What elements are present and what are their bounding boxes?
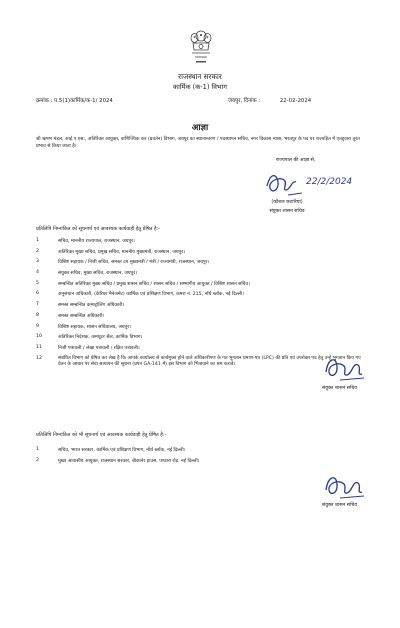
copy-list-1-intro: प्रतिलिपि निम्नांकित को सूचनार्थ एवं आवश्यक कार्यवाही हेतु प्रेषित है:- — [36, 226, 160, 232]
signature-1-handwriting — [262, 166, 372, 200]
list-item: 7 समस्त सम्बन्धित कम्पट्रोलिंग अधिकारी। — [36, 302, 125, 309]
copy-list-1 — [36, 238, 370, 380]
list-item: 2 अतिरिक्त मुख्य सचिव, प्रमुख सचिव, माननीय मुख्यमंत्री, राजस्थान, जयपुर। — [36, 248, 185, 255]
order-text: श्री ऋषभ मंडल, आई.ए.एस., अतिरिक्त आयुक्त, वाणिज्यिक कर (प्रवर्तन) विभाग, जयपुर का स्थानान्तरण / पदस्थापन सचिव, नगर विकास न्यास, भरतपुर के पद पर राज्यहित में एतद्द्वारा तुरंत प्रभाव से किया जाता है। — [36, 137, 360, 149]
place-date — [228, 96, 311, 104]
handwritten-date: 22/2/2024 — [306, 177, 353, 187]
signatory-name: (कौशल कटारिया) — [271, 200, 303, 205]
list-item: 8 समस्त सम्बन्धित अधिकारी। — [36, 312, 105, 319]
signature-3-handwriting — [322, 470, 382, 502]
list-item: 1 सचिव, माननीय राज्यपाल, राजस्थान, जयपुर। — [36, 238, 135, 244]
state-emblem-icon — [186, 28, 216, 68]
order-number: क्रमांक : प.5(1)कार्मिक/क-1/ 2024 — [36, 98, 113, 104]
signatory-designation-2: संयुक्त शासन सचिव — [322, 386, 357, 391]
list-item: 4 संयुक्त सचिव, मुख्य सचिव, राजस्थान, जयपुर। — [36, 270, 137, 277]
list-item: 10 अतिरिक्त निदेशक, कम्प्यूटर सैल, कार्मिक विभाग। — [36, 334, 143, 341]
document-title: आज्ञा — [191, 123, 209, 133]
signature-2-handwriting — [322, 352, 382, 384]
list-item: 9 विशिष्ट सहायक, शासन सचिवालय, जयपुर। — [36, 323, 131, 330]
signatory-designation: संयुक्त शासन सचिव — [269, 209, 305, 214]
place-date-label: जयपुर, दिनांक : — [228, 98, 261, 104]
list-item: 6 अनुसंधान अधिकारी, (केरियर मैनेजमेंट) कार्मिक एवं प्रशिक्षण विभाग, कमरा नं. 215, नॉर्थ ब्लॉक, नई दिल्ली। — [36, 291, 244, 298]
department-name: कार्मिक (क-1) विभाग — [173, 83, 227, 91]
copy-list-2-intro: प्रतिलिपि निम्नांकित को भी सूचनार्थ एवं आवश्यक कार्यवाही हेतु प्रेषित है:- — [36, 432, 167, 438]
signatory-designation-3: संयुक्त शासन सचिव — [322, 503, 357, 508]
by-order-text: राज्यपाल की आज्ञा से, — [276, 158, 316, 163]
list-item: 1 सचिव, भारत सरकार, कार्मिक एवं प्रशिक्षण विभाग, नॉर्थ ब्लॉक, नई दिल्ली। — [36, 447, 186, 453]
list-item: 11 निजी पत्रावली / लेखा पत्रावली / रक्षित पत्रावली। — [36, 344, 140, 351]
order-date: 22-02-2024 — [279, 98, 312, 104]
government-name: राजस्थान सरकार — [178, 72, 222, 81]
list-item: 5 सम्बन्धित अतिरिक्त मुख्य सचिव / प्रमुख शासन सचिव / शासन सचिव / सम्भागीय आयुक्त / विशिष्ट शासन सचिव। — [36, 280, 250, 287]
list-item: 12 संबंधित विभाग को प्रेषित कर लेख है कि आपके कार्यालय से कार्यमुक्त होने वाले अधिकारीगण के गत भुगतान प्रमाण-पत्र (LPC) की प्रति एवं उपरोक्त पद हेतु उन्हें भुगतान किए गए वेतन के आधार पर सेवा सत्यापन की सूचना (प्रपत्र GA-141 में) इस विभाग को भिजवाने का श्रम करावें। — [36, 355, 361, 368]
list-item: 3 विशिष्ट सहायक / निजी सचिव, समस्त उप मुख्यमंत्री / मंत्री / राज्यमंत्री, राजस्थान, जयपुर। — [36, 259, 210, 266]
copy-list-2 — [36, 447, 370, 468]
list-item: 2 मुख्य आवासीय आयुक्त, राजस्थान सरकार, बीकानेर हाउस, पण्डारा रोड़, नई दिल्ली। — [36, 457, 200, 464]
